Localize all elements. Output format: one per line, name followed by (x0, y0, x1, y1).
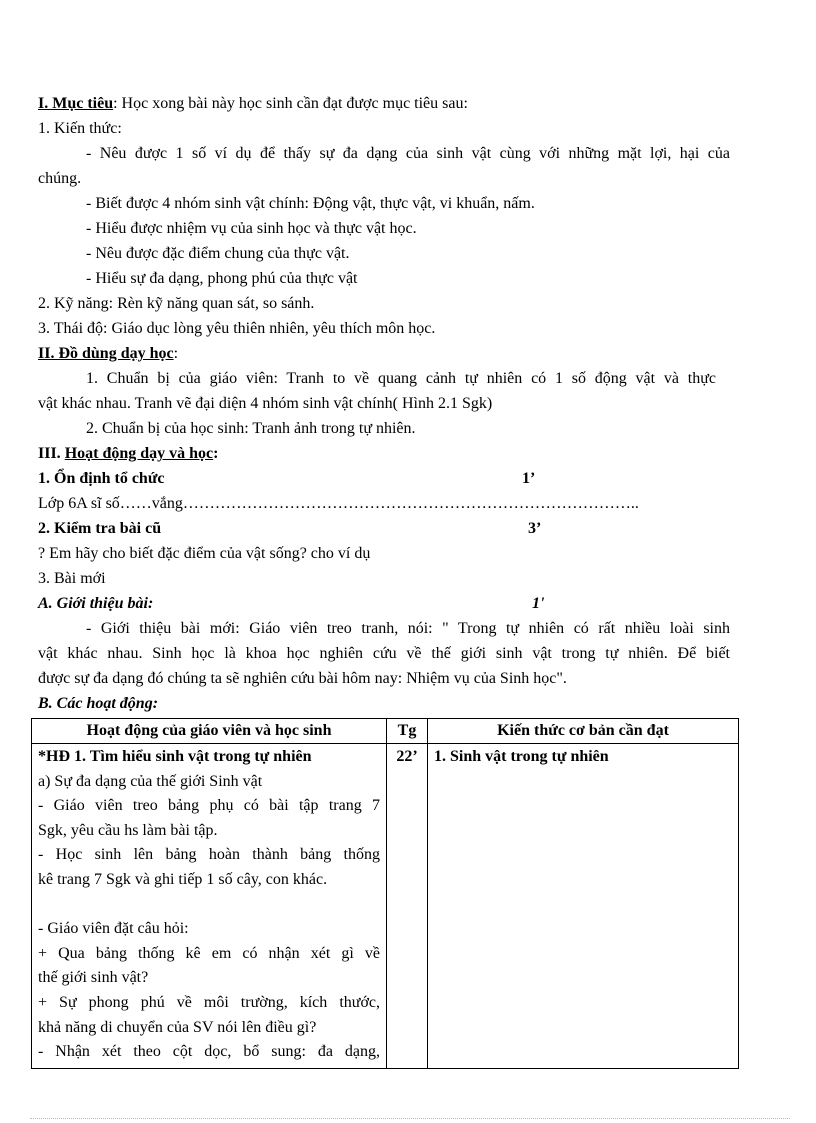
header-activities: Hoạt động của giáo viên và học sinh (32, 719, 387, 744)
intro-heading: A. Giới thiệu bài: (38, 595, 154, 612)
activities-heading-line: III. Hoạt động dạy và học: (38, 445, 219, 462)
objectives-heading-line: I. Mục tiêu: Học xong bài này học sinh cần đạt được mục tiêu sau: (38, 95, 468, 112)
activity-line: khả năng di chuyển của SV nói lên điều gì? (38, 1018, 317, 1036)
student-prep: 2. Chuẩn bị của học sinh: Tranh ảnh trong tự nhiên. (86, 420, 416, 437)
knowledge-item-2: - Biết được 4 nhóm sinh vật chính: Động vật, thực vật, vi khuẩn, nấm. (86, 195, 535, 212)
activity-line: a) Sự đa dạng của thế giới Sinh vật (38, 772, 263, 790)
intro-time: 1' (532, 595, 545, 612)
header-knowledge: Kiến thức cơ bản cần đạt (428, 719, 739, 744)
materials-heading: II. Đồ dùng dạy học (38, 345, 174, 362)
attitude-line: 3. Thái độ: Giáo dục lòng yêu thiên nhiên, yêu thích môn học. (38, 320, 436, 337)
intro-paragraph-2: vật khác nhau. Sinh học là khoa học nghiên cứu về thế giới sinh vật trong tự nhiên. Để biết (38, 645, 730, 662)
knowledge-item-4: - Nêu được đặc điểm chung của thực vật. (86, 245, 350, 262)
organization-heading: 1. Ổn định tổ chức (38, 470, 165, 487)
activity-line: thế giới sinh vật? (38, 969, 149, 987)
activity-line: - Nhận xét theo cột dọc, bổ sung: đa dạng, (38, 1043, 380, 1061)
new-lesson-heading: 3. Bài mới (38, 570, 106, 587)
activities-heading: Hoạt động dạy và học (64, 445, 214, 462)
table-row (32, 744, 739, 1069)
knowledge-item-1: - Nêu được 1 số ví dụ để thấy sự đa dạng của sinh vật cùng với những mặt lợi, hại của (86, 145, 730, 162)
skills-line: 2. Kỹ năng: Rèn kỹ năng quan sát, so sánh. (38, 295, 315, 312)
page-bottom-divider (30, 1118, 790, 1119)
objectives-heading: I. Mục tiêu (38, 95, 114, 112)
activities-table (31, 718, 739, 1069)
intro-paragraph-1: - Giới thiệu bài mới: Giáo viên treo tranh, nói: " Trong tự nhiên có rất nhiều loài sinh (86, 620, 730, 637)
teacher-prep-cont: vật khác nhau. Tranh vẽ đại diện 4 nhóm sinh vật chính( Hình 2.1 Sgk) (38, 395, 493, 412)
table-header-row (32, 719, 739, 744)
knowledge-heading: 1. Kiến thức: (38, 120, 122, 137)
time-cell: 22’ (387, 744, 428, 1069)
activities-cell (32, 744, 387, 1069)
knowledge-item-1-cont: chúng. (38, 170, 82, 187)
activities-subheading: B. Các hoạt động: (38, 695, 159, 712)
activity-line: kê trang 7 Sgk và ghi tiếp 1 số cây, con khác. (38, 870, 328, 888)
activity-line: + Qua bảng thống kê em có nhận xét gì về (38, 944, 380, 962)
header-time: Tg (387, 719, 428, 744)
class-attendance-line: Lớp 6A sĩ số……vắng………………………………………………………………………….. (38, 495, 639, 512)
intro-paragraph-3: được sự đa dạng đó chúng ta sẽ nghiên cứu bài hôm nay: Nhiệm vụ của Sinh học". (38, 670, 567, 687)
activity-line: + Sự phong phú về môi trường, kích thước, (38, 993, 380, 1011)
knowledge-item-3: - Hiểu được nhiệm vụ của sinh học và thực vật học. (86, 220, 417, 237)
activity-line: - Giáo viên treo bảng phụ có bài tập trang 7 (38, 797, 380, 815)
activity-title: *HĐ 1. Tìm hiểu sinh vật trong tự nhiên (38, 748, 312, 765)
activity-line: - Học sinh lên bảng hoàn thành bảng thống (38, 846, 380, 864)
blank-line (38, 893, 380, 918)
knowledge-item-5: - Hiểu sự đa dạng, phong phú của thực vật (86, 270, 358, 287)
activity-line: Sgk, yêu cầu hs làm bài tập. (38, 821, 218, 839)
review-heading: 2. Kiểm tra bài cũ (38, 520, 162, 537)
teacher-prep: 1. Chuẩn bị của giáo viên: Tranh to về quang cảnh tự nhiên có 1 số động vật và thực (86, 370, 716, 387)
activity-line: - Giáo viên đặt câu hỏi: (38, 920, 189, 938)
organization-time: 1’ (522, 470, 536, 487)
review-question: ? Em hãy cho biết đặc điểm của vật sống? cho ví dụ (38, 545, 371, 562)
materials-heading-line: II. Đồ dùng dạy học: (38, 345, 179, 362)
knowledge-cell: 1. Sinh vật trong tự nhiên (428, 744, 739, 1069)
review-time: 3’ (528, 520, 542, 537)
